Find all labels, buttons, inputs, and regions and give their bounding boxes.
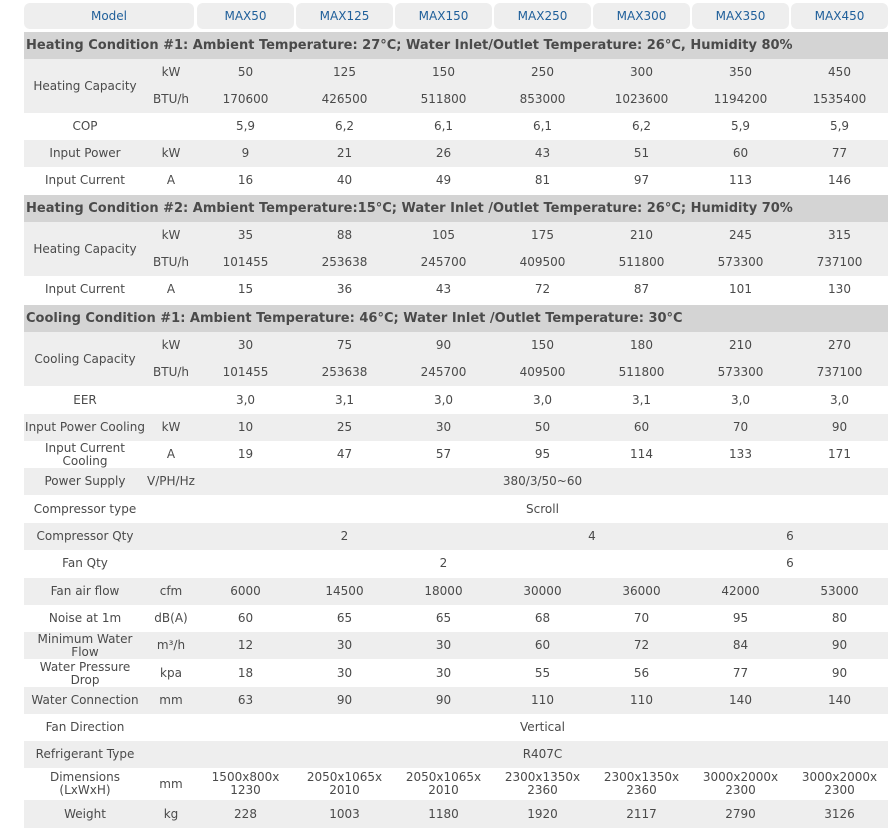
- fan-qty-value: 2: [439, 556, 448, 570]
- row-label: Heating Capacity: [33, 78, 137, 93]
- row-label: EER: [73, 393, 97, 407]
- table-cell: 2117: [626, 806, 657, 821]
- table-cell: 175: [531, 228, 554, 242]
- table-cell: 2300x1350x 2360: [603, 770, 680, 797]
- row-label: Input Power Cooling: [25, 420, 145, 434]
- row-label: Compressor type: [33, 502, 137, 516]
- table-cell: 245700: [420, 255, 467, 269]
- table-cell: 110: [630, 693, 653, 707]
- table-cell: 253638: [321, 365, 368, 379]
- table-cell: 26: [435, 146, 452, 160]
- table-cell: 409500: [519, 255, 566, 269]
- table-cell: 2300x1350x 2360: [504, 770, 581, 797]
- table-cell: 853000: [519, 92, 566, 106]
- row-label: Heating Capacity: [33, 241, 137, 256]
- compressor-type-value: Scroll: [526, 502, 559, 516]
- table-cell: 511800: [618, 365, 665, 379]
- table-cell: 77: [732, 666, 749, 680]
- row-label: Power Supply: [44, 474, 126, 488]
- row-label: Dimensions (LxWxH): [49, 770, 121, 797]
- row-label: Input Power: [49, 146, 121, 160]
- table-cell: 77: [831, 146, 848, 160]
- row-label: Weight: [64, 806, 106, 821]
- row-unit: cfm: [159, 584, 183, 598]
- table-cell: 3126: [824, 806, 855, 821]
- table-cell: 3,0: [433, 393, 454, 407]
- table-cell: 737100: [816, 255, 863, 269]
- table-cell: 101: [729, 282, 752, 296]
- table-cell: 90: [831, 666, 848, 680]
- table-cell: 133: [729, 447, 752, 461]
- table-cell: 270: [828, 338, 851, 352]
- table-cell: 409500: [519, 365, 566, 379]
- section-heading: Heating Condition #2: Ambient Temperature:15°C; Water Inlet /Outlet Temperature: 26°C; Humidity 70%: [24, 195, 888, 222]
- table-cell: 75: [336, 338, 353, 352]
- row-unit: kpa: [160, 666, 182, 680]
- row-unit: dB(A): [154, 611, 188, 625]
- table-cell: 105: [432, 228, 455, 242]
- table-cell: 60: [237, 611, 254, 625]
- row-unit: kW: [161, 420, 181, 434]
- table-cell: 6,1: [532, 119, 553, 133]
- table-cell: 36000: [622, 584, 661, 598]
- row-unit: kW: [161, 228, 181, 242]
- table-cell: 97: [633, 173, 650, 187]
- table-cell: 88: [336, 228, 353, 242]
- table-cell: 14500: [325, 584, 364, 598]
- model-column-header: MAX350: [692, 3, 789, 29]
- table-cell: 6,1: [433, 119, 454, 133]
- table-cell: 3,0: [829, 393, 850, 407]
- table-cell: 19: [237, 447, 254, 461]
- row-unit: kW: [161, 65, 181, 79]
- table-cell: 30: [435, 420, 452, 434]
- table-cell: 1194200: [713, 92, 768, 106]
- table-cell: 1500x800x 1230: [211, 770, 280, 797]
- table-cell: 450: [828, 65, 851, 79]
- table-cell: 140: [729, 693, 752, 707]
- section-heading: Cooling Condition #1: Ambient Temperature: 46°C; Water Inlet /Outlet Temperature: 30°C: [24, 305, 888, 332]
- table-cell: 90: [831, 638, 848, 652]
- row-label: COP: [72, 119, 98, 133]
- model-column-header: MAX250: [494, 3, 591, 29]
- table-cell: 210: [729, 338, 752, 352]
- table-cell: 737100: [816, 365, 863, 379]
- table-cell: 6000: [230, 584, 261, 598]
- row-label: Refrigerant Type: [35, 747, 135, 761]
- table-cell: 72: [534, 282, 551, 296]
- model-column-header: MAX150: [395, 3, 492, 29]
- table-cell: 113: [729, 173, 752, 187]
- table-cell: 90: [336, 693, 353, 707]
- table-cell: 146: [828, 173, 851, 187]
- row-label: Water Connection: [31, 693, 139, 707]
- row-label: Fan Direction: [45, 720, 125, 734]
- table-cell: 511800: [618, 255, 665, 269]
- table-cell: 90: [435, 338, 452, 352]
- table-cell: 10: [237, 420, 254, 434]
- row-unit: A: [166, 173, 176, 187]
- row-unit: mm: [159, 693, 183, 707]
- table-cell: 68: [534, 611, 551, 625]
- table-cell: 101455: [222, 365, 269, 379]
- power-supply-value: 380/3/50~60: [502, 474, 583, 488]
- row-label: Minimum Water Flow: [37, 631, 133, 659]
- row-unit: A: [166, 447, 176, 461]
- table-cell: 3,0: [730, 393, 751, 407]
- section-heading: Heating Condition #1: Ambient Temperature: 27°C; Water Inlet/Outlet Temperature: 26°C, Humidity 80%: [24, 32, 888, 59]
- table-cell: 50: [237, 65, 254, 79]
- table-cell: 63: [237, 693, 254, 707]
- row-label: Input Current: [45, 282, 125, 296]
- table-cell: 3,0: [532, 393, 553, 407]
- table-cell: 56: [633, 666, 650, 680]
- table-cell: 6,2: [631, 119, 652, 133]
- table-cell: 101455: [222, 255, 269, 269]
- table-cell: 110: [531, 693, 554, 707]
- table-cell: 125: [333, 65, 356, 79]
- model-column-header: MAX300: [593, 3, 690, 29]
- model-column-header: MAX125: [296, 3, 393, 29]
- table-cell: 1003: [329, 806, 360, 821]
- table-cell: 150: [432, 65, 455, 79]
- table-cell: 42000: [721, 584, 760, 598]
- table-cell: 300: [630, 65, 653, 79]
- table-cell: 15: [237, 282, 254, 296]
- table-cell: 30: [336, 666, 353, 680]
- table-cell: 65: [435, 611, 452, 625]
- table-cell: 80: [831, 611, 848, 625]
- table-cell: 90: [435, 693, 452, 707]
- table-cell: 18000: [424, 584, 463, 598]
- table-cell: 253638: [321, 255, 368, 269]
- table-cell: 30: [237, 338, 254, 352]
- table-cell: 87: [633, 282, 650, 296]
- table-cell: 51: [633, 146, 650, 160]
- compressor-qty-value: 6: [786, 529, 794, 543]
- table-cell: 3,0: [235, 393, 256, 407]
- table-cell: 245700: [420, 365, 467, 379]
- table-cell: 53000: [820, 584, 859, 598]
- table-cell: 30: [435, 666, 452, 680]
- row-label: Input Current Cooling: [45, 440, 125, 468]
- table-cell: 114: [630, 447, 653, 461]
- table-cell: 30: [336, 638, 353, 652]
- row-label: Fan Qty: [62, 556, 108, 570]
- table-cell: 30000: [523, 584, 562, 598]
- table-cell: 2050x1065x 2010: [405, 770, 482, 797]
- row-label: Compressor Qty: [36, 529, 134, 543]
- compressor-qty-value: 4: [588, 529, 596, 543]
- table-cell: 3,1: [334, 393, 355, 407]
- table-cell: 55: [534, 666, 551, 680]
- row-label: Noise at 1m: [48, 611, 122, 625]
- table-cell: 350: [729, 65, 752, 79]
- table-cell: 140: [828, 693, 851, 707]
- table-cell: 84: [732, 638, 749, 652]
- table-cell: 2050x1065x 2010: [306, 770, 383, 797]
- table-cell: 210: [630, 228, 653, 242]
- table-cell: 16: [237, 173, 254, 187]
- table-cell: 95: [534, 447, 551, 461]
- table-cell: 95: [732, 611, 749, 625]
- row-label: Cooling Capacity: [34, 351, 136, 366]
- row-unit: BTU/h: [153, 365, 189, 379]
- table-cell: 70: [732, 420, 749, 434]
- table-cell: 573300: [717, 365, 764, 379]
- row-unit: BTU/h: [153, 255, 189, 269]
- table-cell: 90: [831, 420, 848, 434]
- row-label: Fan air flow: [50, 584, 120, 598]
- row-unit: kg: [163, 806, 179, 821]
- table-cell: 18: [237, 666, 254, 680]
- table-cell: 245: [729, 228, 752, 242]
- table-cell: 65: [336, 611, 353, 625]
- fan-qty-value: 6: [786, 556, 794, 570]
- table-cell: 21: [336, 146, 353, 160]
- table-cell: 1180: [428, 806, 459, 821]
- table-cell: 180: [630, 338, 653, 352]
- table-cell: 511800: [420, 92, 467, 106]
- row-unit: kW: [161, 338, 181, 352]
- row-label: Input Current: [45, 173, 125, 187]
- table-cell: 3000x2000x 2300: [702, 770, 779, 797]
- table-cell: 6,2: [334, 119, 355, 133]
- table-cell: 9: [241, 146, 250, 160]
- table-cell: 60: [732, 146, 749, 160]
- compressor-qty-value: 2: [340, 529, 349, 543]
- table-cell: 5,9: [829, 119, 850, 133]
- model-header: Model: [24, 3, 194, 29]
- table-cell: 40: [336, 173, 353, 187]
- table-cell: 47: [336, 447, 353, 461]
- table-cell: 170600: [222, 92, 269, 106]
- row-label: Water Pressure Drop: [39, 659, 131, 687]
- table-cell: 35: [237, 228, 254, 242]
- table-cell: 426500: [321, 92, 368, 106]
- table-cell: 150: [531, 338, 554, 352]
- table-cell: 1023600: [614, 92, 669, 106]
- table-cell: 43: [435, 282, 452, 296]
- table-cell: 60: [633, 420, 650, 434]
- table-cell: 25: [336, 420, 353, 434]
- table-cell: 49: [435, 173, 452, 187]
- table-cell: 5,9: [730, 119, 751, 133]
- table-cell: 81: [534, 173, 551, 187]
- table-cell: 72: [633, 638, 650, 652]
- refrigerant-value: R407C: [522, 747, 563, 761]
- table-cell: 171: [828, 447, 851, 461]
- table-cell: 5,9: [235, 119, 256, 133]
- fan-direction-value: Vertical: [520, 720, 565, 734]
- model-column-header: MAX450: [791, 3, 888, 29]
- table-cell: 573300: [717, 255, 764, 269]
- table-cell: 250: [531, 65, 554, 79]
- table-cell: 57: [435, 447, 452, 461]
- table-cell: 3000x2000x 2300: [801, 770, 878, 797]
- table-cell: 36: [336, 282, 353, 296]
- table-cell: 70: [633, 611, 650, 625]
- row-unit: m³/h: [156, 638, 186, 652]
- table-cell: 3,1: [631, 393, 652, 407]
- row-unit: V/PH/Hz: [147, 474, 195, 488]
- table-cell: 30: [435, 638, 452, 652]
- row-unit: BTU/h: [153, 92, 189, 106]
- table-cell: 1920: [527, 806, 558, 821]
- table-cell: 130: [828, 282, 851, 296]
- table-cell: 1535400: [812, 92, 867, 106]
- table-cell: 43: [534, 146, 551, 160]
- row-unit: mm: [159, 776, 183, 791]
- table-cell: 12: [237, 638, 254, 652]
- table-cell: 2790: [725, 806, 756, 821]
- row-unit: kW: [161, 146, 181, 160]
- table-cell: 228: [234, 806, 257, 821]
- table-cell: 60: [534, 638, 551, 652]
- row-unit: A: [166, 282, 176, 296]
- table-cell: 315: [828, 228, 851, 242]
- table-cell: 50: [534, 420, 551, 434]
- model-column-header: MAX50: [197, 3, 294, 29]
